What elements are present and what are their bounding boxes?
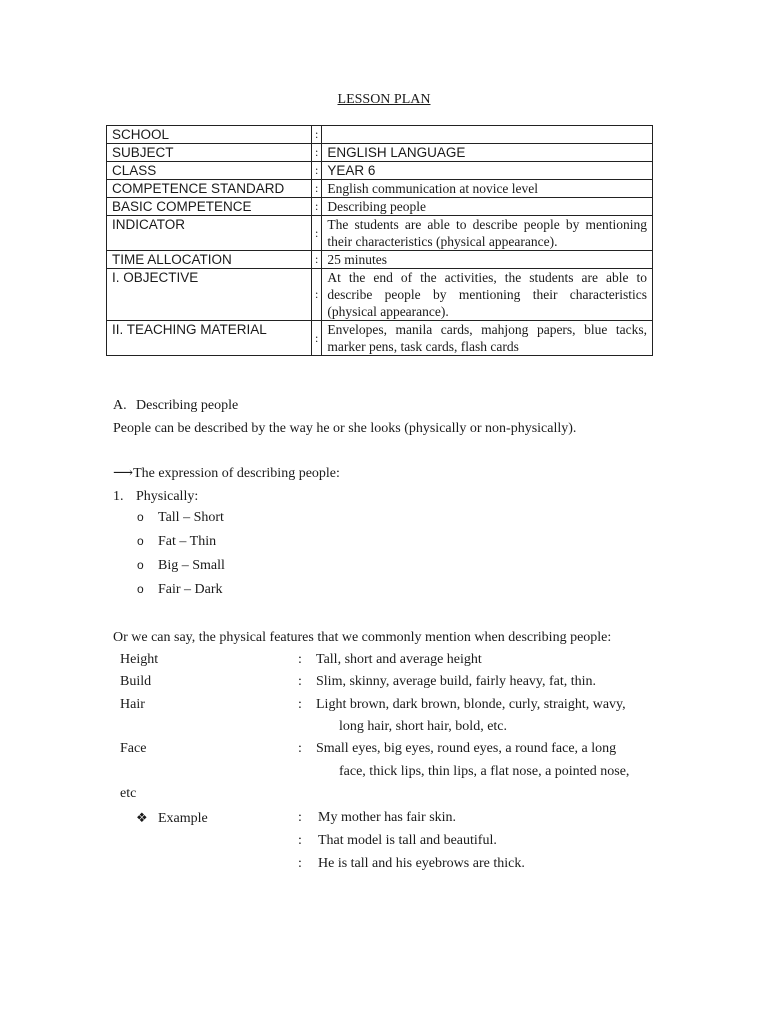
table-row: [107, 251, 653, 269]
example-sentence: That model is tall and beautiful.: [318, 833, 497, 848]
section-a-heading: [113, 397, 238, 415]
page-title: LESSON PLAN: [337, 92, 431, 107]
list-item: [137, 534, 216, 550]
row-label: II. TEACHING MATERIAL: [107, 321, 312, 356]
intro-paragraph: People can be described by the way he or she looks (physically or non-physically).: [113, 421, 577, 436]
lesson-plan-table: [106, 125, 653, 356]
example-colon: :: [298, 833, 302, 848]
example-label-text: Example: [158, 811, 208, 826]
feature-label: Build: [120, 674, 152, 689]
feature-colon: :: [298, 652, 302, 667]
list-item-text: Big – Small: [158, 558, 225, 573]
etc-text: etc: [120, 786, 137, 801]
list-item: [137, 558, 225, 574]
feature-colon: :: [298, 741, 302, 756]
table-row: [107, 321, 653, 356]
table-row: [107, 269, 653, 321]
row-value: The students are able to describe people by mentioning their characteristics (physical appearance).: [322, 216, 653, 251]
list-item-text: Tall – Short: [158, 510, 224, 525]
row-label: COMPETENCE STANDARD: [107, 180, 312, 198]
table-row: [107, 198, 653, 216]
feature-colon: :: [298, 674, 302, 689]
example-colon: :: [298, 856, 302, 871]
list-item-text: Fair – Dark: [158, 582, 223, 597]
row-label: CLASS: [107, 162, 312, 180]
row-colon: :: [312, 144, 322, 162]
table-row: [107, 126, 653, 144]
section-title: Describing people: [136, 398, 239, 413]
arrow-icon: ⟶: [113, 466, 134, 481]
list-item-text: Fat – Thin: [158, 534, 217, 549]
table-row: [107, 216, 653, 251]
list-number: 1.: [113, 489, 124, 504]
expression-text: The expression of describing people:: [133, 466, 340, 481]
features-intro: Or we can say, the physical features that we commonly mention when describing people:: [113, 630, 612, 645]
row-label: BASIC COMPETENCE: [107, 198, 312, 216]
row-value: Envelopes, manila cards, mahjong papers, blue tacks, marker pens, task cards, flash cards: [322, 321, 653, 356]
feature-value: Slim, skinny, average build, fairly heavy, fat, thin.: [316, 674, 597, 689]
row-label: INDICATOR: [107, 216, 312, 251]
example-sentence: He is tall and his eyebrows are thick.: [318, 856, 525, 871]
feature-value: Tall, short and average height: [316, 652, 482, 667]
table-row: [107, 162, 653, 180]
row-colon: :: [312, 269, 322, 321]
diamond-bullet-icon: ❖: [136, 810, 148, 825]
row-label: SCHOOL: [107, 126, 312, 144]
row-label: TIME ALLOCATION: [107, 251, 312, 269]
row-label: I. OBJECTIVE: [107, 269, 312, 321]
row-colon: :: [312, 162, 322, 180]
feature-colon: :: [298, 697, 302, 712]
list-label: Physically:: [136, 489, 199, 504]
feature-label: Face: [120, 741, 147, 756]
bullet-icon: o: [137, 510, 144, 524]
section-marker: A.: [113, 398, 127, 413]
list-item: [137, 510, 224, 526]
row-label: SUBJECT: [107, 144, 312, 162]
row-colon: :: [312, 198, 322, 216]
row-value: Describing people: [322, 198, 653, 216]
feature-value-continued: long hair, short hair, bold, etc.: [339, 719, 508, 734]
row-value: English communication at novice level: [322, 180, 653, 198]
row-value: [322, 126, 653, 144]
feature-value: Light brown, dark brown, blonde, curly, straight, wavy,: [316, 697, 626, 712]
expression-line: [113, 465, 340, 483]
list-heading: [113, 488, 198, 506]
row-value: At the end of the activities, the students are able to describe people by mentioning their characteristics (physical appearance).: [322, 269, 653, 321]
row-colon: :: [312, 180, 322, 198]
list-item: [137, 582, 223, 598]
row-value: YEAR 6: [322, 162, 653, 180]
bullet-icon: o: [137, 558, 144, 572]
row-colon: :: [312, 321, 322, 356]
example-sentence: My mother has fair skin.: [318, 810, 457, 825]
feature-label: Hair: [120, 697, 145, 712]
row-colon: :: [312, 126, 322, 144]
feature-value: Small eyes, big eyes, round eyes, a round face, a long: [316, 741, 617, 756]
example-label: [136, 810, 208, 827]
row-colon: :: [312, 216, 322, 251]
table-row: [107, 180, 653, 198]
bullet-icon: o: [137, 534, 144, 548]
feature-label: Height: [120, 652, 159, 667]
feature-value-continued: face, thick lips, thin lips, a flat nose, a pointed nose,: [339, 764, 630, 779]
row-value: ENGLISH LANGUAGE: [322, 144, 653, 162]
example-colon: :: [298, 810, 302, 825]
table-row: [107, 144, 653, 162]
bullet-icon: o: [137, 582, 144, 596]
row-value: 25 minutes: [322, 251, 653, 269]
row-colon: :: [312, 251, 322, 269]
